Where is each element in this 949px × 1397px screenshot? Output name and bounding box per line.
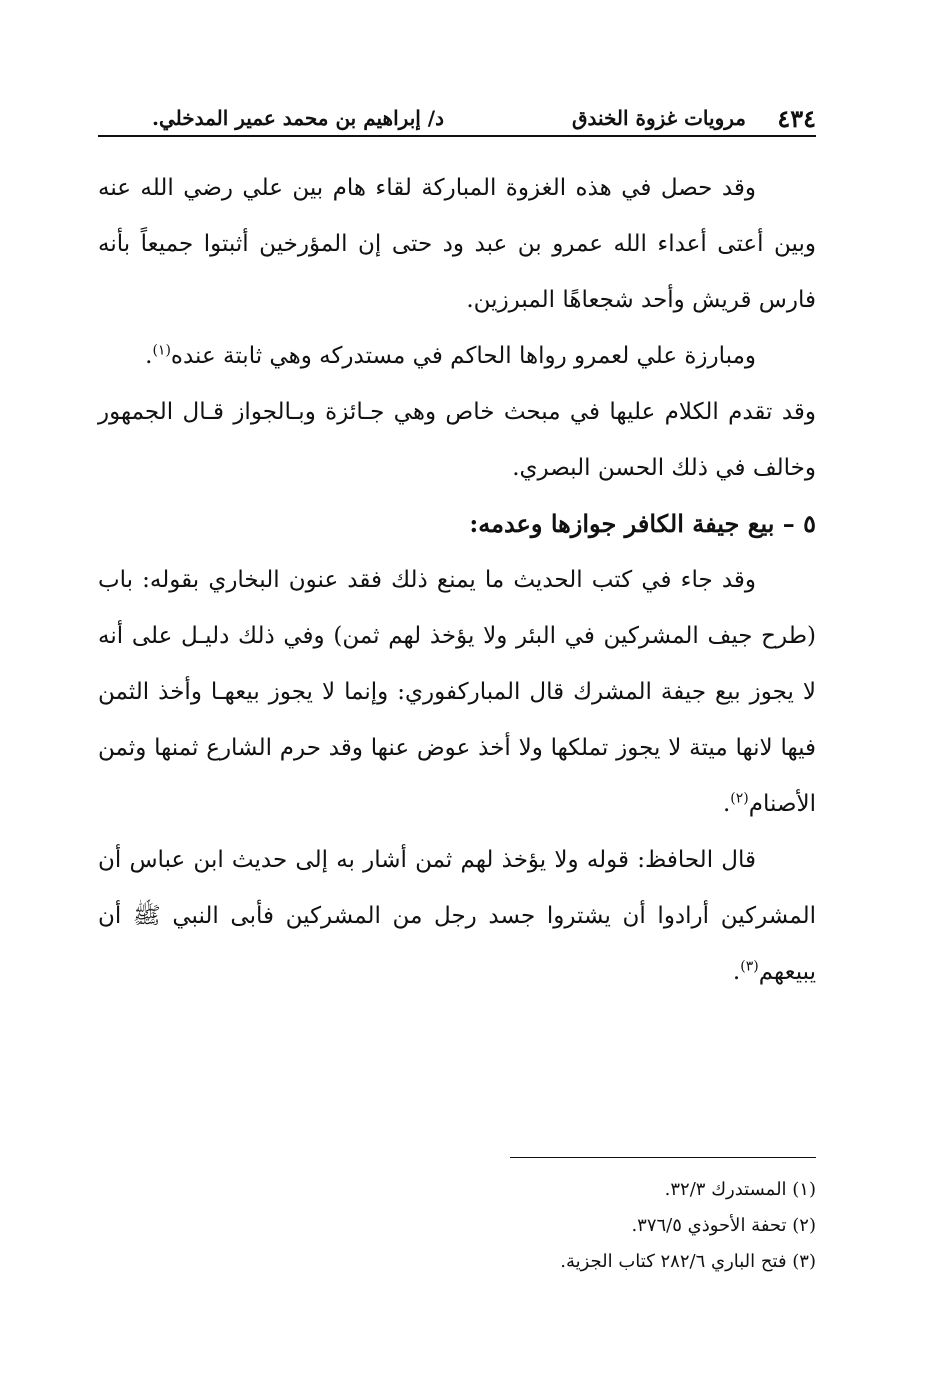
footnote-ref[interactable]: (٢) <box>730 790 749 807</box>
paragraph <box>98 832 816 1000</box>
footnote: (١) المستدرك ٣٢/٣. <box>664 1179 816 1200</box>
footnote: (٣) فتح الباري ٢٨٢/٦ كتاب الجزية. <box>560 1251 816 1272</box>
paragraph-text: وقد جاء في كتب الحديث ما يمنع ذلك فقد عنون البخاري بقوله: باب (طرح جيف المشركين في البئر ولا يؤخذ لهم ثمن) وفي ذلك دليـل على أنه لا يجوز بيع جيفة المشرك قال المباركفوري: وإنما لا يجوز بيعهـا وأخذ الثمن فيها لانها ميتة لا يجوز تملكها ولا أخذ عوض عنها وقد حرم الشارع ثمنها وثمن الأصنام <box>98 567 816 817</box>
paragraph-text: ومبارزة علي لعمرو رواها الحاكم في مستدركه وهي ثابتة عنده <box>170 343 756 369</box>
paragraph-end: . <box>145 343 153 369</box>
header-rule <box>98 135 816 137</box>
footnote: (٢) تحفة الأحوذي ٣٧٦/٥. <box>631 1215 816 1236</box>
paragraph-end: . <box>722 791 731 817</box>
paragraph <box>98 552 816 832</box>
section-heading <box>98 496 816 552</box>
paragraph-end: . <box>732 959 741 985</box>
paragraph <box>98 384 816 496</box>
body-text <box>98 160 816 1000</box>
author-name: د/ إبراهيم بن محمد عمير المدخلي. <box>151 106 444 130</box>
section-heading-text: ٥ – بيع جيفة الكافر جوازها وعدمه: <box>469 509 816 538</box>
book-title: مرويات غزوة الخندق <box>571 106 746 130</box>
page-number: ٤٣٤ <box>777 104 816 133</box>
paragraph-text: قال الحافظ: قوله ولا يؤخذ لهم ثمن أشار به إلى حديث ابن عباس أن المشركين أرادوا أن يشتروا جسد رجل من المشركين فأبى النبي ﷺ أن يبيعهم <box>98 847 816 985</box>
paragraph-text: وقد حصل في هذه الغزوة المباركة لقاء هام بين علي رضي الله عنه وبين أعتى أعداء الله عمرو بن عبد ود حتى إن المؤرخين أثبتوا جميعاً بأنه فارس قريش وأحد شجعاهًا المبرزين. <box>98 175 816 313</box>
paragraph <box>98 328 816 384</box>
running-header <box>98 104 816 132</box>
paragraph <box>98 160 816 328</box>
footnote-ref[interactable]: (٣) <box>740 958 759 975</box>
paragraph-text: وقد تقدم الكلام عليها في مبحث خاص وهي جـائزة وبـالجواز قـال الجمهور وخالف في ذلك الحسن البصري. <box>98 399 816 481</box>
footnote-ref[interactable]: (١) <box>152 342 171 359</box>
footnotes <box>98 1172 816 1280</box>
footnote-separator <box>510 1157 816 1158</box>
